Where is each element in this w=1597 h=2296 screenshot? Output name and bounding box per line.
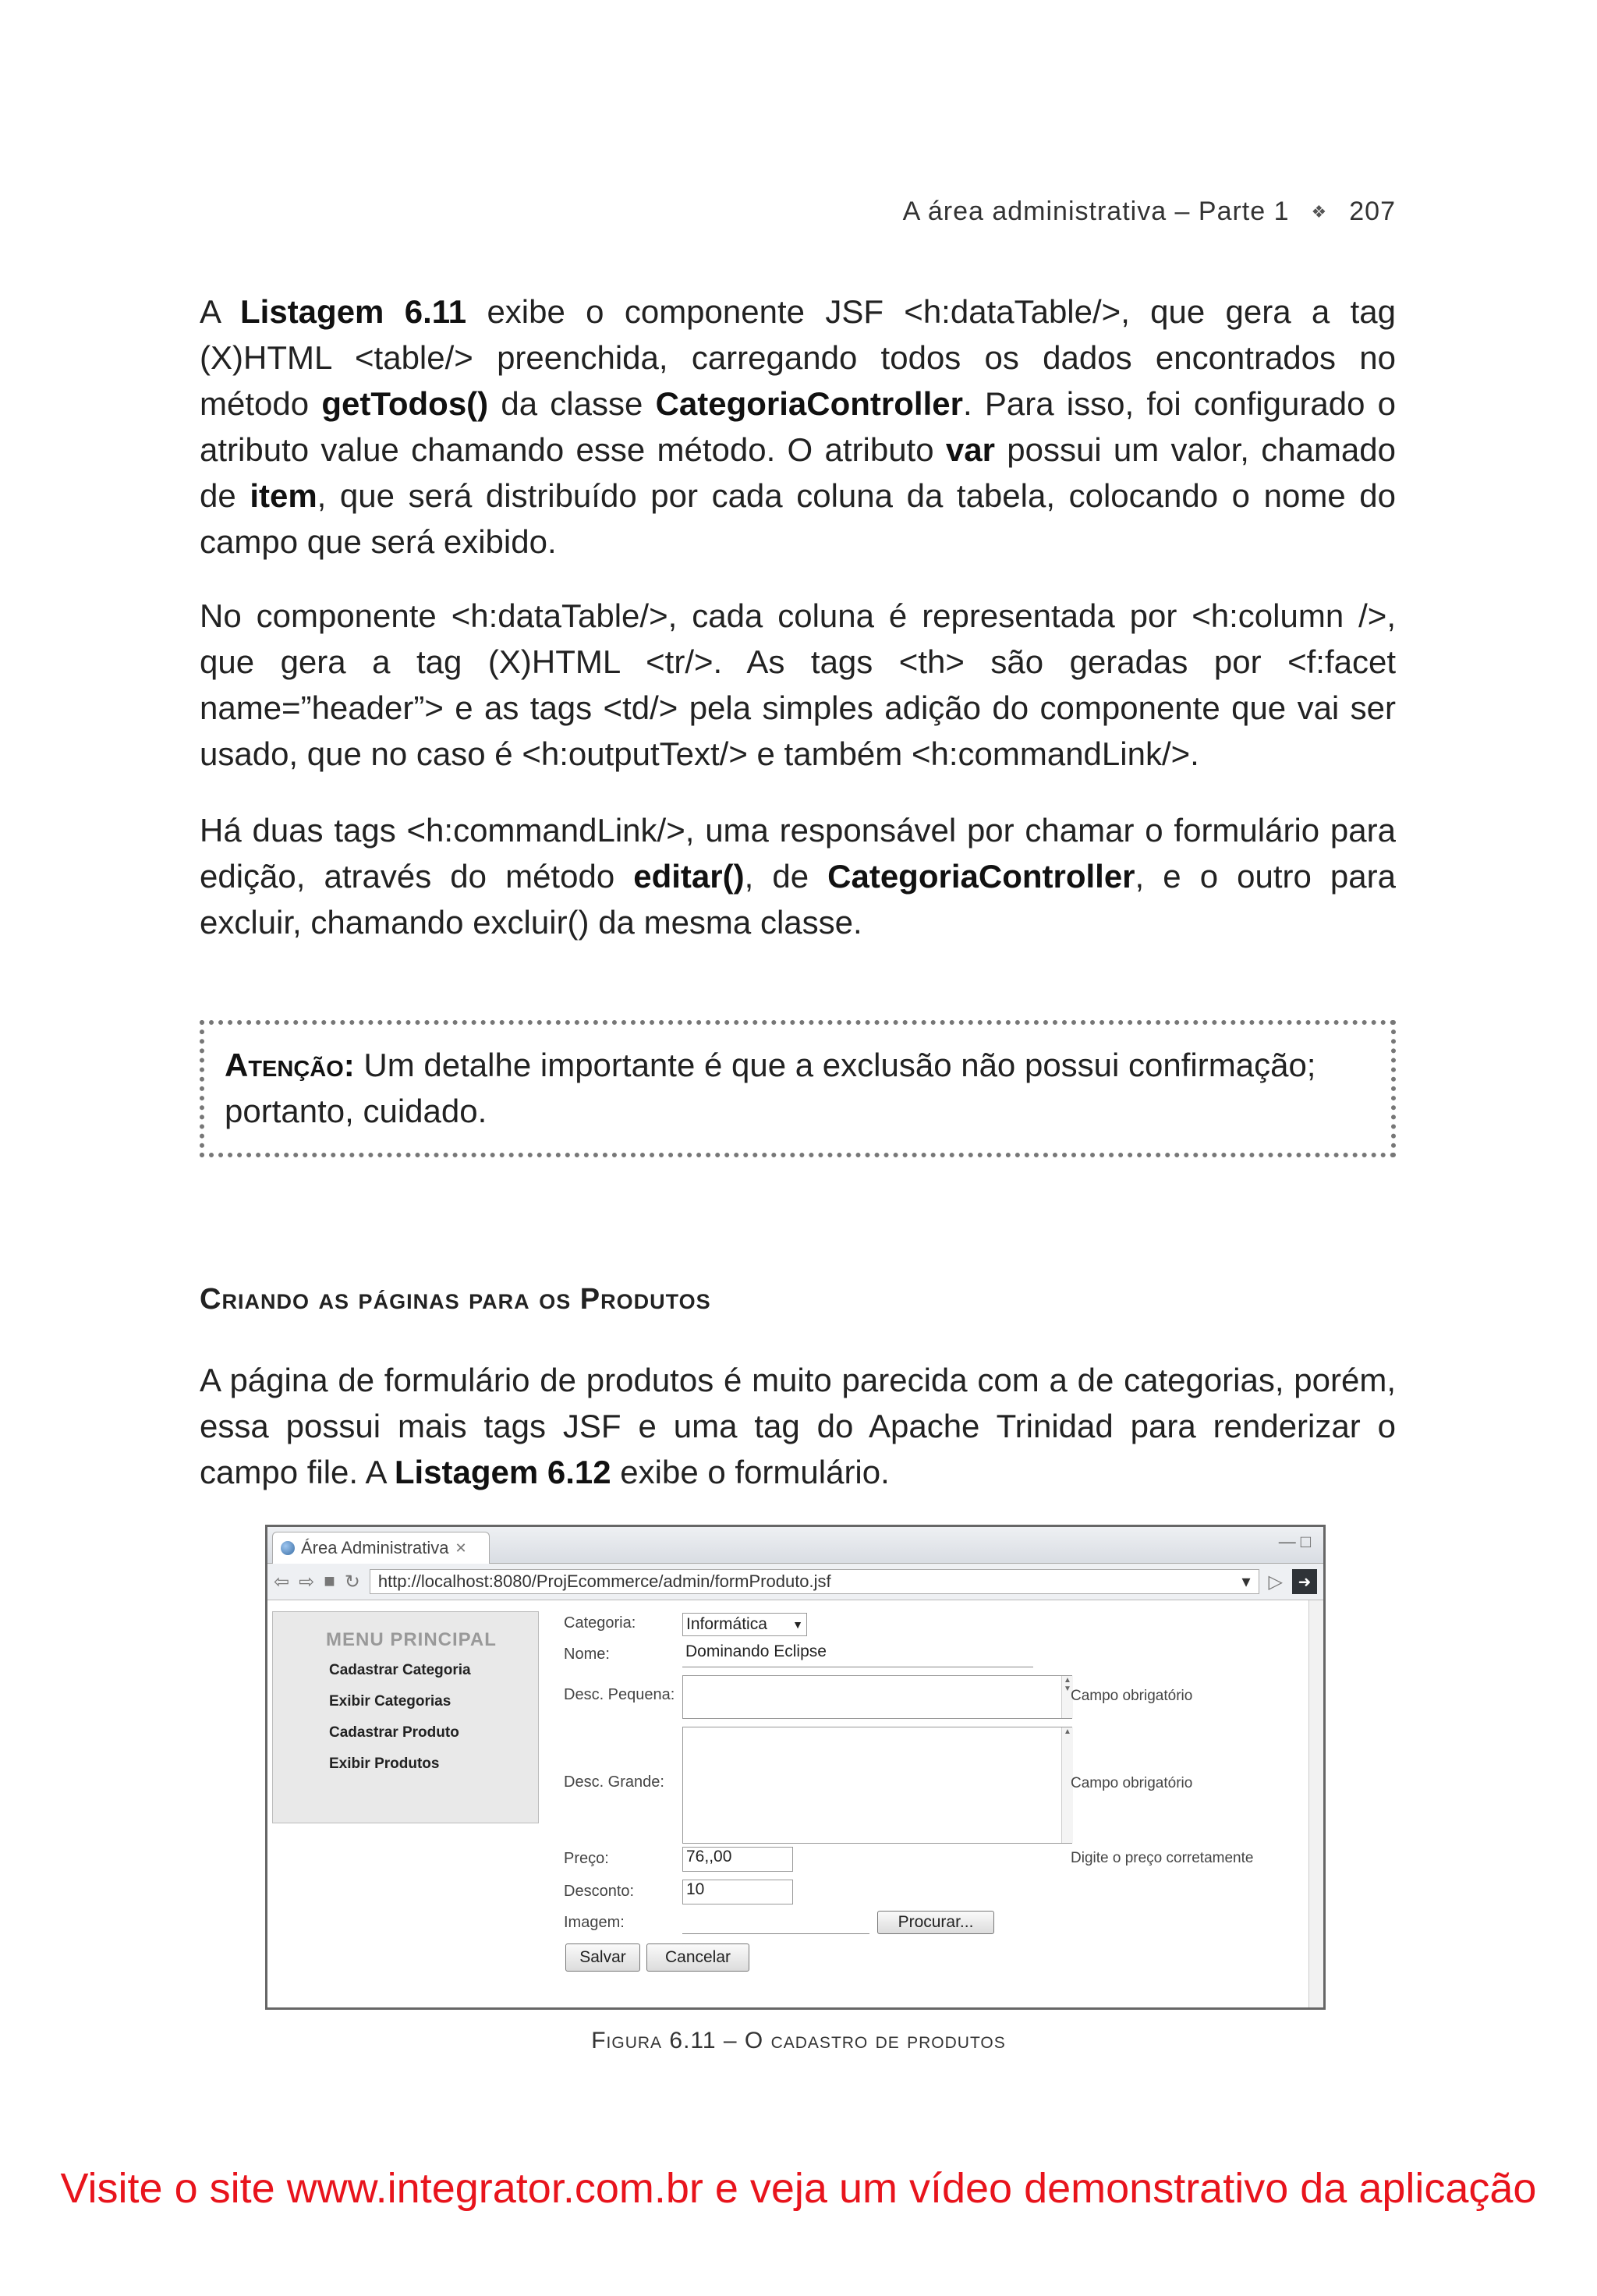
dropdown-arrow-icon[interactable]: ▾ <box>1241 1571 1251 1591</box>
text: A <box>200 293 241 330</box>
bold-text: Listagem 6.11 <box>240 293 467 330</box>
menu-title: MENU PRINCIPAL <box>326 1629 497 1650</box>
running-header <box>903 197 1396 227</box>
textarea-scrollbar[interactable]: ▲ <box>1061 1727 1073 1843</box>
nome-value: Dominando Eclipse <box>685 1642 827 1660</box>
nome-label: Nome: <box>564 1646 610 1663</box>
categoria-value: Informática <box>686 1615 767 1633</box>
salvar-button[interactable]: Salvar <box>565 1943 640 1972</box>
bold-text: var <box>945 431 995 468</box>
desc-grande-textarea[interactable] <box>682 1727 1072 1844</box>
procurar-button[interactable]: Procurar... <box>877 1911 994 1934</box>
desc-grande-label: Desc. Grande: <box>564 1773 664 1791</box>
refresh-icon[interactable]: ↻ <box>344 1571 360 1593</box>
text: possui um valor, chamado de <box>200 431 1396 514</box>
address-bar <box>267 1564 1323 1600</box>
close-icon[interactable]: ✕ <box>455 1540 467 1556</box>
categoria-label: Categoria: <box>564 1614 636 1632</box>
page-number: 207 <box>1349 197 1396 226</box>
menu-item-cadastrar-categoria[interactable]: Cadastrar Categoria <box>329 1662 471 1678</box>
forward-icon[interactable]: ⇨ <box>299 1571 315 1593</box>
preco-note: Digite o preço corretamente <box>1071 1850 1254 1866</box>
section-title: Criando as páginas para os Produtos <box>200 1283 711 1316</box>
text: exibe o componente JSF <h:dataTable/>, que gera a tag (X)HTML <table/> preenchida, carregando todos os dados encontrados no método <box>200 293 1396 422</box>
paragraph-3 <box>200 807 1396 945</box>
text: , de <box>744 858 828 895</box>
tab-bar <box>267 1527 1323 1564</box>
preco-value: 76,,00 <box>686 1848 732 1866</box>
bold-text: Listagem 6.12 <box>394 1454 611 1490</box>
imagem-file-field[interactable] <box>682 1911 869 1934</box>
bold-text: getTodos() <box>321 385 489 422</box>
preco-label: Preço: <box>564 1850 609 1867</box>
bold-text: item <box>250 477 317 514</box>
browser-screenshot-figure <box>265 1525 1326 2010</box>
text: exibe o formulário. <box>611 1454 890 1490</box>
window-controls <box>1279 1532 1315 1552</box>
text: da classe <box>488 385 656 422</box>
figure-caption: Figura 6.11 – O cadastro de produtos <box>591 2028 1006 2053</box>
text: Há duas tags <h:commandLink/>, uma responsável por chamar o formulário para edição, através do método <box>200 812 1396 895</box>
menu-item-exibir-produtos[interactable]: Exibir Produtos <box>329 1756 440 1772</box>
desconto-field[interactable] <box>682 1880 793 1904</box>
text: , e o outro para excluir, chamando excluir() da mesma classe. <box>200 858 1396 941</box>
globe-icon <box>281 1541 295 1555</box>
bold-text: CategoriaController <box>827 858 1135 895</box>
url-text: http://localhost:8080/ProjEcommerce/admin/formProduto.jsf <box>377 1571 831 1591</box>
textarea-scrollbar[interactable]: ▲ ▼ <box>1061 1676 1073 1718</box>
footer-promo-text: Visite o site www.integrator.com.br e veja um vídeo demonstrativo da aplicação <box>60 2165 1537 2212</box>
running-title: A área administrativa – Parte 1 <box>902 197 1290 226</box>
desc-grande-note: Campo obrigatório <box>1071 1775 1193 1791</box>
text: A página de formulário de produtos é muito parecida com a de categorias, porém, essa possui mais tags JSF e uma tag do Apache Trinidad para renderizar o campo file. A <box>200 1362 1396 1490</box>
attention-text: Um detalhe importante é que a exclusão não possui confirmação; portanto, cuidado. <box>225 1047 1316 1129</box>
text: , que será distribuído por cada coluna da tabela, colocando o nome do campo que será exibido. <box>200 477 1396 560</box>
minimize-icon[interactable]: — <box>1278 1532 1301 1551</box>
maximize-icon[interactable]: □ <box>1300 1532 1315 1551</box>
paragraph-4 <box>200 1357 1396 1495</box>
page-content <box>267 1600 1309 2007</box>
desconto-value: 10 <box>686 1880 705 1898</box>
play-icon[interactable]: ▷ <box>1268 1571 1283 1593</box>
go-icon[interactable]: ➜ <box>1292 1569 1317 1594</box>
stop-icon[interactable]: ■ <box>324 1571 335 1592</box>
categoria-select[interactable] <box>682 1613 807 1636</box>
diamond-ornament-icon: ❖ <box>1311 201 1328 221</box>
desconto-label: Desconto: <box>564 1883 635 1900</box>
text: . Para isso, foi configurado o atributo value chamando esse método. O atributo <box>200 385 1396 468</box>
menu-item-cadastrar-produto[interactable]: Cadastrar Produto <box>329 1724 459 1741</box>
menu-item-exibir-categorias[interactable]: Exibir Categorias <box>329 1693 451 1710</box>
vertical-scrollbar[interactable] <box>1308 1600 1323 2007</box>
chevron-down-icon: ▼ <box>792 1618 803 1631</box>
paragraph-2: No componente <h:dataTable/>, cada coluna é representada por <h:column />, que gera a tag (X)HTML <tr/>. As tags <th> são geradas por <f:facet name=”header”> e as tags <td/> pela simples adição do componente que vai ser usado, que no caso é <h:outputText/> e também <h:commandLink/>. <box>200 597 1396 772</box>
url-field[interactable] <box>370 1569 1259 1594</box>
desc-pequena-note: Campo obrigatório <box>1071 1688 1193 1704</box>
desc-pequena-label: Desc. Pequena: <box>564 1686 675 1703</box>
back-icon[interactable]: ⇦ <box>274 1571 290 1593</box>
nome-field[interactable] <box>682 1642 1033 1667</box>
attention-box <box>200 1020 1396 1157</box>
cancelar-button[interactable]: Cancelar <box>646 1943 749 1972</box>
bold-text: editar() <box>633 858 745 895</box>
preco-field[interactable] <box>682 1847 793 1872</box>
paragraph-1 <box>200 289 1396 565</box>
tab-title: Área Administrativa <box>301 1538 449 1557</box>
bold-text: CategoriaController <box>655 385 963 422</box>
browser-tab[interactable] <box>272 1532 490 1564</box>
attention-label: Atenção: <box>225 1047 355 1083</box>
imagem-label: Imagem: <box>564 1914 625 1931</box>
main-menu <box>272 1611 539 1823</box>
desc-pequena-textarea[interactable] <box>682 1675 1072 1719</box>
